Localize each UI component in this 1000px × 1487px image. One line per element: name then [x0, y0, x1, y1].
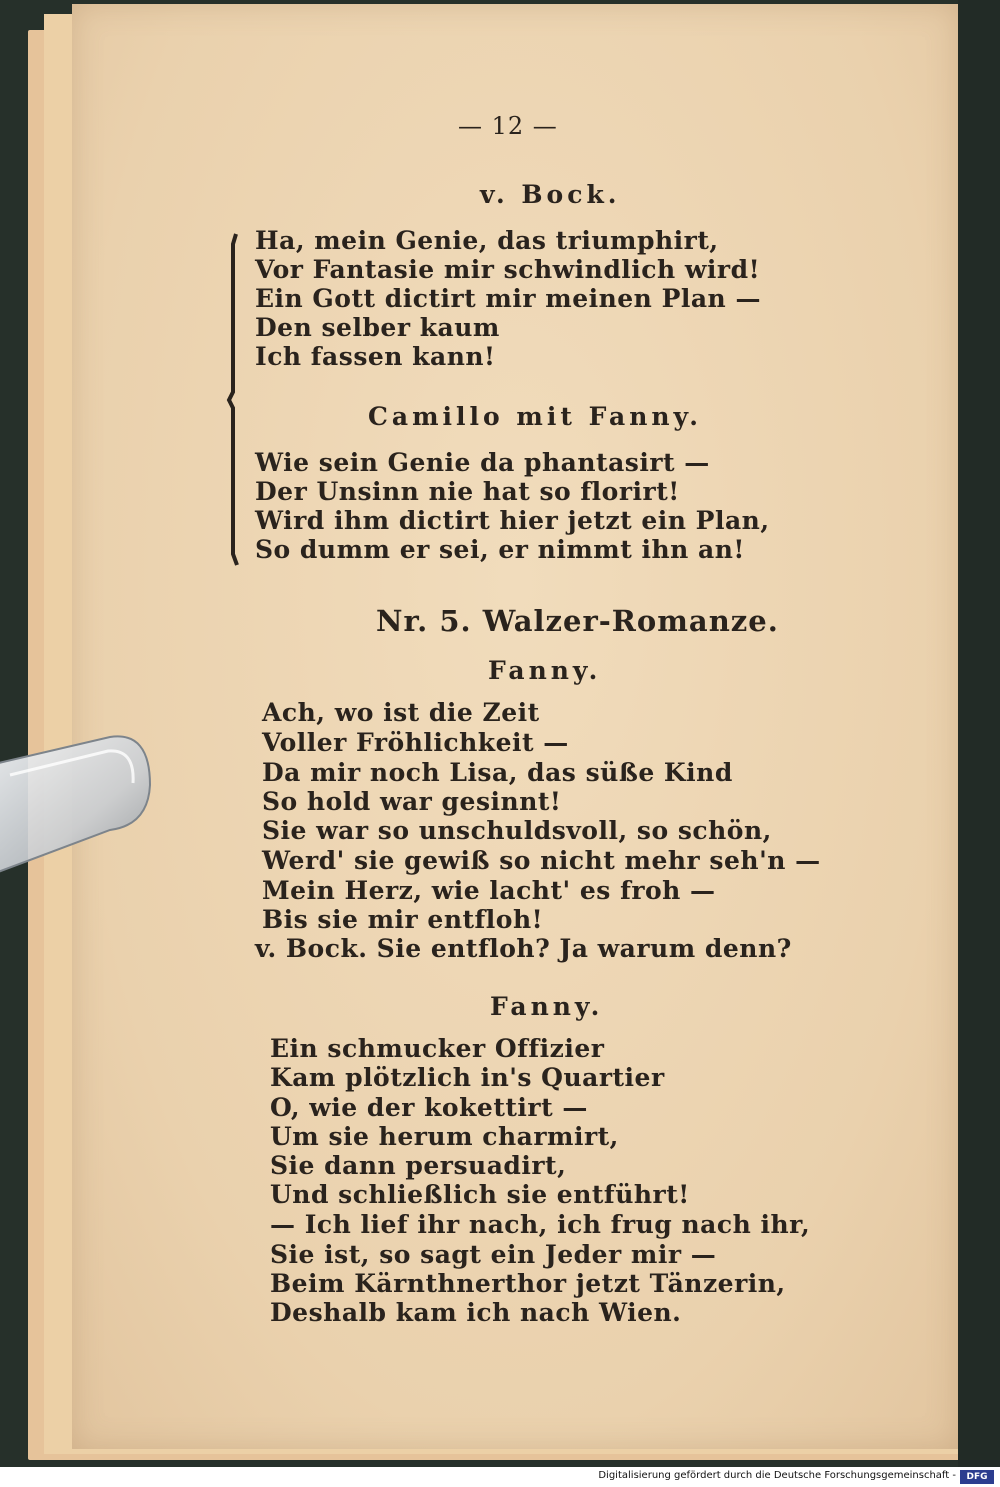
- verse-line: Kam plötzlich in's Quartier: [270, 1063, 665, 1092]
- verse-line: Werd' sie gewiß so nicht mehr seh'n —: [262, 846, 821, 875]
- speaker-label: v. Bock.: [480, 180, 621, 209]
- verse-line: Wird ihm dictirt hier jetzt ein Plan,: [255, 506, 770, 535]
- verse-line: So dumm er sei, er nimmt ihn an!: [255, 535, 745, 564]
- scan-border-right: [958, 0, 1000, 1467]
- verse-line: Ach, wo ist die Zeit: [262, 698, 540, 727]
- verse-line: Voller Fröhlichkeit —: [262, 728, 569, 757]
- verse-line: — Ich lief ihr nach, ich frug nach ihr,: [270, 1210, 811, 1239]
- speaker-label: Fanny.: [488, 656, 602, 685]
- verse-line: Den selber kaum: [255, 313, 500, 342]
- verse-line: So hold war gesinnt!: [262, 787, 562, 816]
- verse-line: Da mir noch Lisa, das süße Kind: [262, 758, 733, 787]
- verse-line: Beim Kärnthnerthor jetzt Tänzerin,: [270, 1269, 786, 1298]
- verse-line: Bis sie mir entfloh!: [262, 905, 544, 934]
- verse-line: Um sie herum charmirt,: [270, 1122, 619, 1151]
- page-number: — 12 —: [458, 112, 558, 140]
- speaker-label: Camillo mit Fanny.: [368, 402, 702, 431]
- speaker-label: Fanny.: [490, 992, 604, 1021]
- footer-bar: [0, 1467, 1000, 1487]
- verse-line: O, wie der kokettirt —: [270, 1093, 588, 1122]
- verse-line: Ein schmucker Offizier: [270, 1034, 605, 1063]
- verse-line: v. Bock. Sie entfloh? Ja warum denn?: [255, 934, 792, 963]
- section-heading: Nr. 5. Walzer-Romanze.: [376, 604, 779, 638]
- verse-line: Deshalb kam ich nach Wien.: [270, 1298, 682, 1327]
- verse-line: Sie dann persuadirt,: [270, 1151, 567, 1180]
- verse-line: Mein Herz, wie lacht' es froh —: [262, 876, 716, 905]
- page-clip: [0, 725, 160, 875]
- verse-line: Sie war so unschuldsvoll, so schön,: [262, 816, 772, 845]
- verse-line: Ha, mein Genie, das triumphirt,: [255, 226, 719, 255]
- verse-line: Und schließlich sie entführt!: [270, 1180, 690, 1209]
- verse-line: Vor Fantasie mir schwindlich wird!: [255, 255, 761, 284]
- verse-line: Sie ist, so sagt ein Jeder mir —: [270, 1240, 717, 1269]
- verse-line: Ein Gott dictirt mir meinen Plan —: [255, 284, 761, 313]
- brace-mark: [226, 232, 240, 567]
- footer-credit: Digitalisierung gefördert durch die Deutsche Forschungsgemeinschaft -: [598, 1470, 956, 1481]
- verse-line: Ich fassen kann!: [255, 342, 496, 371]
- verse-line: Der Unsinn nie hat so florirt!: [255, 477, 680, 506]
- dfg-logo: DFG: [960, 1470, 994, 1484]
- verse-line: Wie sein Genie da phantasirt —: [255, 448, 710, 477]
